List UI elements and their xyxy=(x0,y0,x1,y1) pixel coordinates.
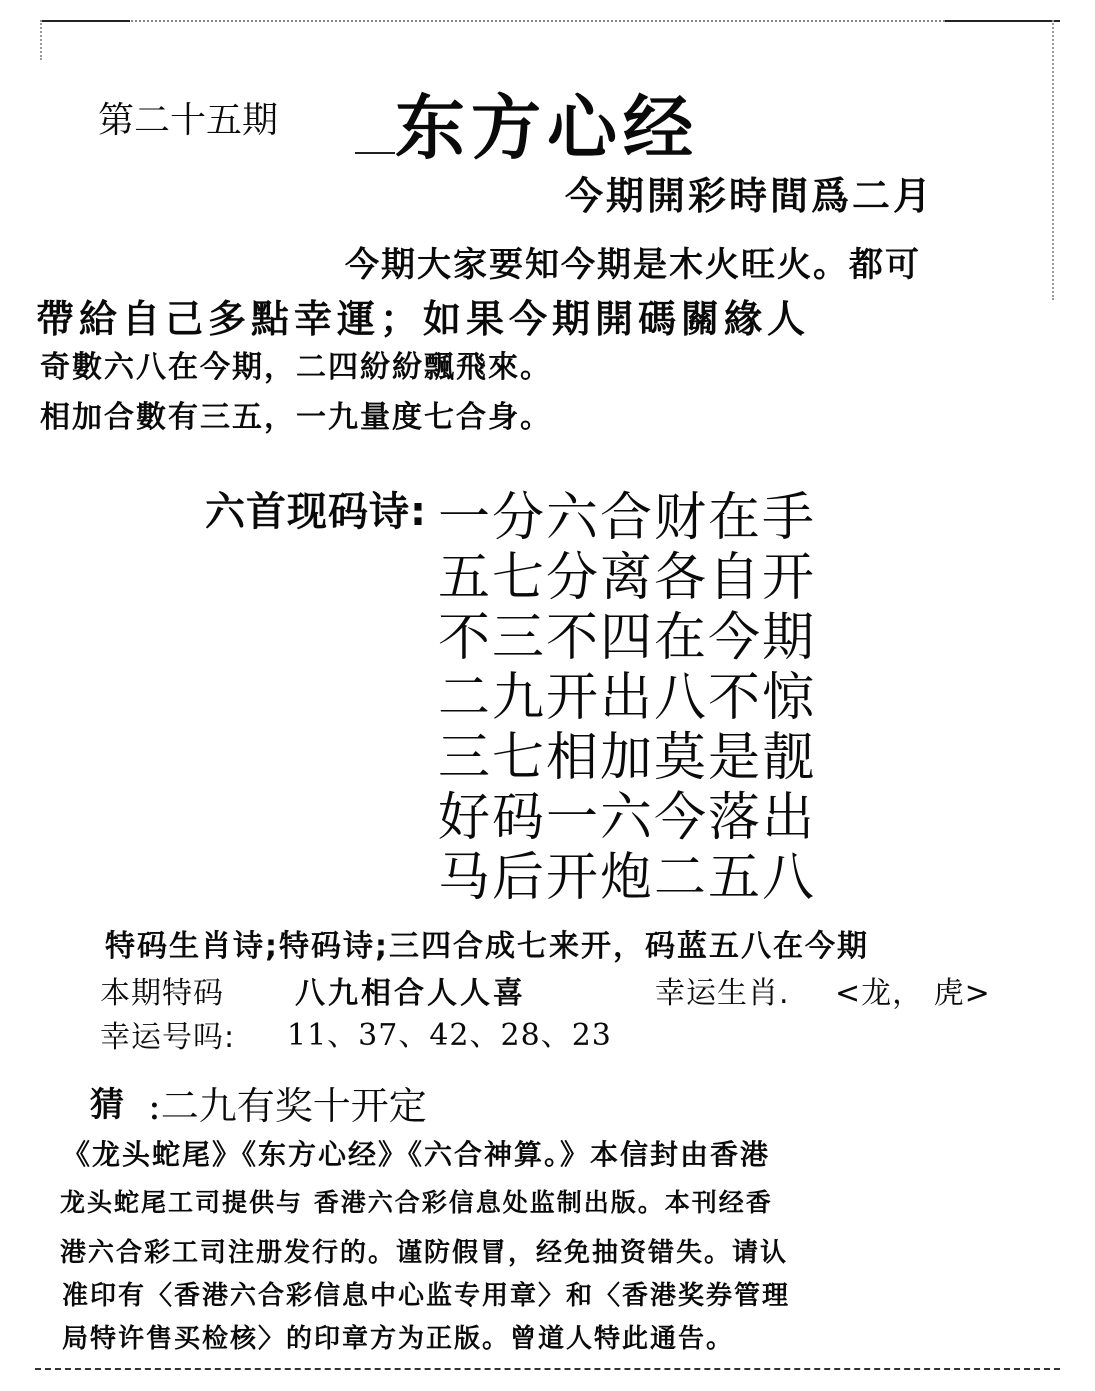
draw-time-subtitle: 今期開彩時間爲二月 xyxy=(565,174,935,218)
poem-line-6: 好码一六今落出 xyxy=(438,788,817,848)
special-code-text: 八九相合人人喜 xyxy=(295,976,526,1011)
lucky-numbers-label: 幸运号吗: xyxy=(100,1020,236,1055)
intro-line-4: 相加合數有三五，一九量度七合身。 xyxy=(40,400,552,435)
special-code-label: 本期特码 xyxy=(100,976,224,1011)
footer-line-3: 港六合彩工司注册发行的。谨防假冒，经免抽资错失。请认 xyxy=(60,1238,789,1268)
lucky-zodiac-label: 幸运生肖. xyxy=(655,976,790,1011)
issue-number: 第二十五期 xyxy=(98,100,279,141)
guess-text: :二九有奖十开定 xyxy=(148,1084,427,1128)
footer-line-5: 局特许售买检核〉的印章方为正版。曾道人特此通告。 xyxy=(62,1324,735,1354)
intro-line-1: 今期大家要知今期是木火旺火。都可 xyxy=(345,245,921,285)
top-left-rule xyxy=(40,20,130,22)
intro-line-2: 帶給自己多點幸運；如果今期開碼關緣人 xyxy=(36,297,811,341)
top-dotted-border xyxy=(40,20,1060,22)
poem-line-5: 三七相加莫是靓 xyxy=(438,728,817,788)
poem-line-3: 不三不四在今期 xyxy=(438,608,817,668)
poem-line-4: 二九开出八不惊 xyxy=(438,668,817,728)
left-dotted-edge xyxy=(40,20,42,60)
poem-line-7: 马后开炮二五八 xyxy=(438,848,817,908)
intro-line-3: 奇數六八在今期，二四紛紛飄飛來。 xyxy=(40,350,552,385)
guess-label: 猜 xyxy=(90,1085,124,1125)
bottom-dashed-border xyxy=(35,1368,1060,1370)
poem-line-2: 五七分离各自开 xyxy=(438,548,817,608)
special-code-poem: 特码生肖诗;特码诗;三四合成七来开，码蓝五八在今期 xyxy=(105,929,869,964)
poem-line-1: 一分六合财在手 xyxy=(438,488,817,548)
poem-label: 六首现码诗: xyxy=(205,489,427,535)
title-underline xyxy=(355,152,395,154)
top-right-rule xyxy=(945,20,1060,22)
lucky-numbers: 11、37、42、28、23 xyxy=(287,1018,612,1053)
page-title: 东方心经 xyxy=(395,87,699,169)
lucky-zodiac-value: <龙， 虎> xyxy=(835,976,991,1011)
footer-line-4: 准印有〈香港六合彩信息中心监专用章〉和〈香港奖券管理 xyxy=(62,1281,791,1311)
footer-line-1: 《龙头蛇尾》《东方心经》《六合神算。》本信封由香港 xyxy=(62,1138,771,1171)
right-dotted-edge xyxy=(1052,20,1054,300)
footer-line-2: 龙头蛇尾工司提供与 香港六合彩信息处监制出版。本刊经香 xyxy=(60,1188,773,1217)
